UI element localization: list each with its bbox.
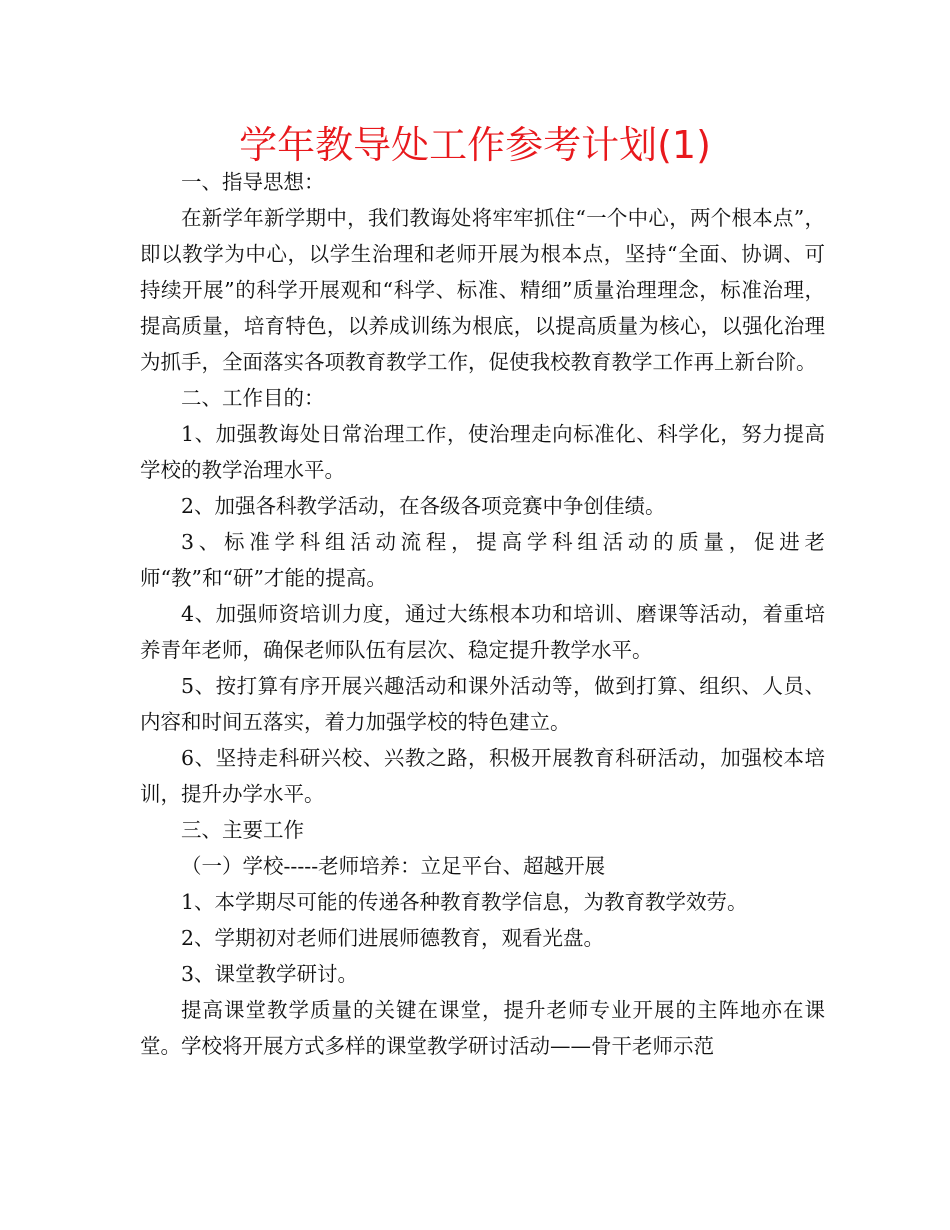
- goal-item-6: 6、坚持走科研兴校、兴教之路，积极开展教育科研活动，加强校本培训，提升办学水平。: [140, 746, 825, 806]
- document-title: 学年教导处工作参考计划(1): [239, 123, 711, 167]
- goal-item-4: 4、加强师资培训力度，通过大练根本功和培训、磨课等活动，着重培养青年老师，确保老师队伍有层次、稳定提升教学水平。: [140, 602, 825, 662]
- goal-item-1: 1、加强教诲处日常治理工作，使治理走向标准化、科学化，努力提高学校的教学治理水平。: [140, 422, 825, 482]
- goal-item-5: 5、按打算有序开展兴趣活动和课外活动等，做到打算、组织、人员、内容和时间五落实，着力加强学校的特色建立。: [140, 674, 825, 734]
- work-item-3: 3、课堂教学研讨。: [181, 962, 359, 986]
- section-heading-guiding-ideology: 一、指导思想：: [181, 170, 325, 194]
- goal-item-2: 2、加强各科教学活动，在各级各项竞赛中争创佳绩。: [181, 494, 666, 518]
- subsection-heading-teacher-training: （一）学校-----老师培养：立足平台、超越开展: [181, 854, 606, 878]
- work-item-1: 1、本学期尽可能的传递各种教育教学信息，为教育教学效劳。: [181, 890, 748, 914]
- section-heading-work-goals: 二、工作目的：: [181, 386, 325, 410]
- document-body: [140, 164, 825, 1064]
- section-heading-main-work: 三、主要工作: [181, 818, 304, 842]
- paragraph-classroom-research: 提高课堂教学质量的关键在课堂，提升老师专业开展的主阵地亦在课堂。学校将开展方式多样的课堂教学研讨活动——骨干老师示范: [140, 998, 825, 1058]
- goal-item-3: 3、标准学科组活动流程，提高学科组活动的质量，促进老师“教”和“研”才能的提高。: [140, 530, 825, 590]
- paragraph-guiding-ideology: 在新学年新学期中，我们教诲处将牢牢抓住“一个中心，两个根本点”，即以教学为中心，以学生治理和老师开展为根本点，坚持“全面、协调、可持续开展”的科学开展观和“科学、标准、精细”质量治理理念，标准治理，提高质量，培育特色，以养成训练为根底，以提高质量为核心，以强化治理为抓手，全面落实各项教育教学工作，促使我校教育教学工作再上新台阶。: [140, 206, 825, 374]
- work-item-2: 2、学期初对老师们进展师德教育，观看光盘。: [181, 926, 605, 950]
